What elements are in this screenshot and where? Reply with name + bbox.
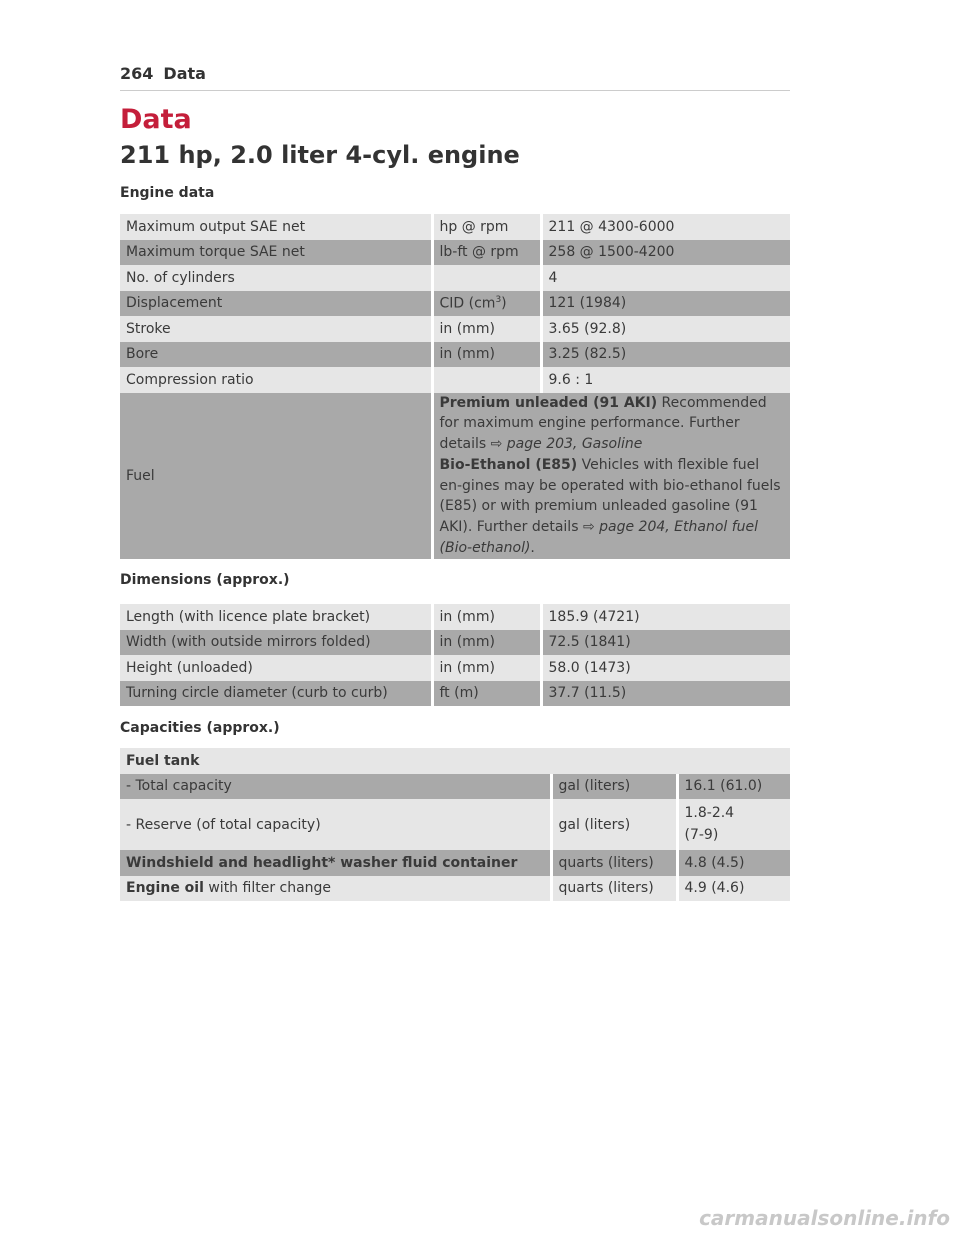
engine-data-table: [120, 214, 790, 559]
row-unit: in (mm): [432, 604, 541, 630]
row-value: 4: [541, 265, 790, 291]
row-label: Width (with outside mirrors folded): [120, 630, 432, 656]
row-label: Maximum torque SAE net: [120, 240, 432, 266]
fuel-premium-label: Premium unleaded (91 AKI): [439, 394, 658, 411]
row-value: 4.9 (4.6): [677, 876, 790, 902]
row-label: Bore: [120, 342, 432, 368]
unit-prefix: CID (cm: [439, 295, 496, 312]
row-value: 3.65 (92.8): [541, 316, 790, 342]
reserve-value-line2: (7-9): [684, 827, 719, 843]
row-unit: in (mm): [432, 630, 541, 656]
row-value: 211 @ 4300-6000: [541, 214, 790, 240]
row-label: No. of cylinders: [120, 265, 432, 291]
row-label: Maximum output SAE net: [120, 214, 432, 240]
table-row: [120, 748, 790, 774]
row-label: Turning circle diameter (curb to curb): [120, 681, 432, 707]
table-row: [120, 876, 790, 902]
row-unit: in (mm): [432, 316, 541, 342]
row-unit: [432, 291, 541, 317]
table-row: [120, 799, 790, 850]
table-row: [120, 265, 790, 291]
row-label: - Total capacity: [120, 774, 551, 800]
engine-oil-label: Engine oil: [126, 880, 204, 897]
row-value: 16.1 (61.0): [677, 774, 790, 800]
row-value: 185.9 (4721): [541, 604, 790, 630]
row-unit: [432, 265, 541, 291]
engine-oil-text: with filter change: [203, 880, 332, 897]
row-value: 58.0 (1473): [541, 655, 790, 681]
ethanol-page-link[interactable]: ⇨ page 204, Ethanol fuel (Bio-ethanol): [439, 519, 759, 557]
row-unit: quarts (liters): [551, 850, 677, 876]
table-row: [120, 316, 790, 342]
fuel-premium-text: Recommended for maximum engine performance. Further details: [439, 394, 767, 453]
dimensions-heading: Dimensions (approx.): [120, 572, 290, 588]
header-section: Data: [163, 64, 206, 83]
row-unit: in (mm): [432, 342, 541, 368]
row-label: Length (with licence plate bracket): [120, 604, 432, 630]
row-value: 3.25 (82.5): [541, 342, 790, 368]
unit-suffix: ): [501, 295, 507, 312]
row-unit: hp @ rpm: [432, 214, 541, 240]
row-unit: gal (liters): [551, 774, 677, 800]
engine-title: 211 hp, 2.0 liter 4-cyl. engine: [120, 141, 520, 169]
engine-data-heading: Engine data: [120, 185, 215, 201]
row-label: Compression ratio: [120, 367, 432, 393]
table-row-fuel: [120, 393, 790, 559]
row-label: Windshield and headlight* washer fluid container: [120, 850, 551, 876]
row-value: 121 (1984): [541, 291, 790, 317]
row-value: 4.8 (4.5): [677, 850, 790, 876]
row-unit: in (mm): [432, 655, 541, 681]
row-label: Fuel: [120, 393, 432, 559]
unit-superscript: 3: [495, 294, 502, 305]
row-label: - Reserve (of total capacity): [120, 799, 551, 850]
table-row: [120, 214, 790, 240]
dimensions-table: [120, 604, 790, 706]
table-row: [120, 850, 790, 876]
row-value: 72.5 (1841): [541, 630, 790, 656]
table-row: [120, 367, 790, 393]
fuel-e85-label: Bio-Ethanol (E85): [439, 456, 578, 473]
page-number: 264: [120, 64, 154, 83]
row-value: [677, 799, 790, 850]
row-unit: [432, 367, 541, 393]
row-value: 9.6 : 1: [541, 367, 790, 393]
row-label: Stroke: [120, 316, 432, 342]
reserve-value-line1: 1.8-2.4: [684, 805, 735, 821]
row-unit: gal (liters): [551, 799, 677, 850]
table-row: [120, 240, 790, 266]
page-title: Data: [120, 104, 192, 135]
table-row: [120, 681, 790, 707]
row-label: Height (unloaded): [120, 655, 432, 681]
table-row: [120, 655, 790, 681]
capacities-table: [120, 748, 790, 901]
row-label: [120, 876, 551, 902]
table-row: [120, 291, 790, 317]
gasoline-page-link[interactable]: ⇨ page 203, Gasoline: [490, 436, 643, 453]
fuel-description: [432, 393, 790, 559]
capacities-heading: Capacities (approx.): [120, 720, 280, 736]
row-value: 37.7 (11.5): [541, 681, 790, 707]
row-unit: quarts (liters): [551, 876, 677, 902]
table-row: [120, 630, 790, 656]
fuel-e85-end: .: [530, 540, 535, 557]
row-value: 258 @ 1500-4200: [541, 240, 790, 266]
fuel-tank-label: Fuel tank: [120, 748, 790, 774]
fuel-e85-text: Vehicles with flexible fuel en-gines may be operated with bio-ethanol fuels (E85) or with premium unleaded gasoline (91 AKI). Further details: [439, 456, 781, 536]
table-row: [120, 342, 790, 368]
row-label: Displacement: [120, 291, 432, 317]
table-row: [120, 774, 790, 800]
page-header: [120, 64, 790, 91]
watermark: carmanualsonline.info: [699, 1206, 950, 1230]
row-unit: ft (m): [432, 681, 541, 707]
row-unit: lb-ft @ rpm: [432, 240, 541, 266]
table-row: [120, 604, 790, 630]
